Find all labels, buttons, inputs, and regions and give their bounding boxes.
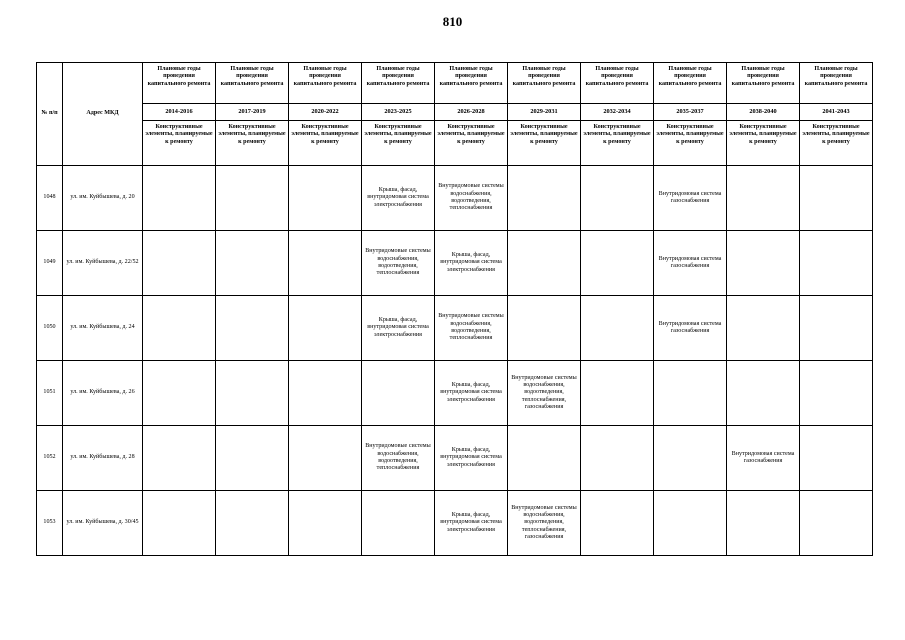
repair-elements-cell xyxy=(143,296,216,361)
elements-header: Конструктивные элементы, планируемые к ремонту xyxy=(289,121,362,166)
period-years: 2014-2016 xyxy=(143,104,216,121)
repair-elements-cell: Внутридомовая система газоснабжения xyxy=(654,231,727,296)
row-address: ул. им. Куйбышева, д. 30/45 xyxy=(63,491,143,556)
repair-elements-cell xyxy=(654,491,727,556)
header-row-periods xyxy=(37,63,873,104)
elements-header: Конструктивные элементы, планируемые к ремонту xyxy=(727,121,800,166)
period-years: 2038-2040 xyxy=(727,104,800,121)
row-address: ул. им. Куйбышева, д. 28 xyxy=(63,426,143,491)
elements-header: Конструктивные элементы, планируемые к ремонту xyxy=(654,121,727,166)
row-address: ул. им. Куйбышева, д. 26 xyxy=(63,361,143,426)
period-years: 2023-2025 xyxy=(362,104,435,121)
repair-elements-cell xyxy=(143,231,216,296)
repair-elements-cell xyxy=(289,231,362,296)
repair-elements-cell xyxy=(581,296,654,361)
column-header-number: № п/п xyxy=(37,63,63,166)
repair-elements-cell xyxy=(800,426,873,491)
table-row xyxy=(37,426,873,491)
period-years: 2017-2019 xyxy=(216,104,289,121)
repair-elements-cell xyxy=(289,296,362,361)
repair-elements-cell: Крыша, фасад, внутридомовая система электроснабжения xyxy=(435,361,508,426)
column-header-address: Адрес МКД xyxy=(63,63,143,166)
capital-repair-plan-table xyxy=(36,62,873,556)
repair-elements-cell xyxy=(800,166,873,231)
repair-elements-cell: Внутридомовая система газоснабжения xyxy=(654,296,727,361)
repair-elements-cell: Внутридомовая система газоснабжения xyxy=(654,166,727,231)
repair-elements-cell: Крыша, фасад, внутридомовая система электроснабжения xyxy=(362,166,435,231)
repair-elements-cell xyxy=(508,426,581,491)
repair-elements-cell: Внутридомовые системы водоснабжения, водоотведения, теплоснабжения, газоснабжения xyxy=(508,491,581,556)
repair-elements-cell xyxy=(216,166,289,231)
row-number: 1048 xyxy=(37,166,63,231)
period-header: Плановые годы проведения капитального ремонта xyxy=(362,63,435,104)
period-header: Плановые годы проведения капитального ремонта xyxy=(289,63,362,104)
row-number: 1052 xyxy=(37,426,63,491)
repair-elements-cell xyxy=(581,361,654,426)
period-years: 2041-2043 xyxy=(800,104,873,121)
row-number: 1050 xyxy=(37,296,63,361)
row-number: 1051 xyxy=(37,361,63,426)
repair-elements-cell: Крыша, фасад, внутридомовая система электроснабжения xyxy=(435,491,508,556)
elements-header: Конструктивные элементы, планируемые к ремонту xyxy=(216,121,289,166)
repair-elements-cell xyxy=(727,491,800,556)
row-number: 1049 xyxy=(37,231,63,296)
repair-elements-cell xyxy=(581,426,654,491)
table-row xyxy=(37,296,873,361)
table-row xyxy=(37,361,873,426)
repair-elements-cell xyxy=(143,426,216,491)
repair-elements-cell xyxy=(216,491,289,556)
repair-elements-cell xyxy=(508,231,581,296)
period-header: Плановые годы проведения капитального ремонта xyxy=(654,63,727,104)
row-address: ул. им. Куйбышева, д. 24 xyxy=(63,296,143,361)
page-number: 810 xyxy=(442,14,463,29)
repair-elements-cell xyxy=(727,166,800,231)
repair-elements-cell: Внутридомовые системы водоснабжения, водоотведения, теплоснабжения xyxy=(435,166,508,231)
header-row-elements xyxy=(37,121,873,166)
repair-elements-cell xyxy=(216,426,289,491)
repair-elements-cell: Внутридомовые системы водоснабжения, водоотведения, теплоснабжения xyxy=(362,231,435,296)
period-header: Плановые годы проведения капитального ремонта xyxy=(143,63,216,104)
repair-elements-cell xyxy=(727,231,800,296)
row-address: ул. им. Куйбышева, д. 22/52 xyxy=(63,231,143,296)
repair-elements-cell xyxy=(581,166,654,231)
repair-elements-cell xyxy=(289,426,362,491)
repair-elements-cell xyxy=(581,231,654,296)
table-row xyxy=(37,166,873,231)
repair-elements-cell: Крыша, фасад, внутридомовая система электроснабжения xyxy=(435,426,508,491)
period-years: 2032-2034 xyxy=(581,104,654,121)
repair-elements-cell xyxy=(727,296,800,361)
repair-elements-cell: Крыша, фасад, внутридомовая система электроснабжения xyxy=(362,296,435,361)
repair-elements-cell xyxy=(289,166,362,231)
repair-elements-cell: Крыша, фасад, внутридомовая система электроснабжения xyxy=(435,231,508,296)
repair-elements-cell xyxy=(216,296,289,361)
repair-elements-cell xyxy=(654,426,727,491)
table-row xyxy=(37,491,873,556)
repair-elements-cell xyxy=(581,491,654,556)
period-header: Плановые годы проведения капитального ремонта xyxy=(216,63,289,104)
repair-elements-cell xyxy=(508,166,581,231)
repair-elements-cell xyxy=(654,361,727,426)
repair-elements-cell: Внутридомовые системы водоснабжения, водоотведения, теплоснабжения xyxy=(435,296,508,361)
repair-elements-cell xyxy=(216,231,289,296)
elements-header: Конструктивные элементы, планируемые к ремонту xyxy=(435,121,508,166)
period-header: Плановые годы проведения капитального ремонта xyxy=(508,63,581,104)
repair-elements-cell xyxy=(289,361,362,426)
period-years: 2020-2022 xyxy=(289,104,362,121)
repair-elements-cell: Внутридомовые системы водоснабжения, водоотведения, теплоснабжения xyxy=(362,426,435,491)
period-header: Плановые годы проведения капитального ремонта xyxy=(435,63,508,104)
period-years: 2029-2031 xyxy=(508,104,581,121)
elements-header: Конструктивные элементы, планируемые к ремонту xyxy=(581,121,654,166)
repair-elements-cell xyxy=(362,491,435,556)
period-years: 2026-2028 xyxy=(435,104,508,121)
repair-elements-cell xyxy=(727,361,800,426)
period-header: Плановые годы проведения капитального ремонта xyxy=(800,63,873,104)
repair-elements-cell: Внутридомовые системы водоснабжения, водоотведения, теплоснабжения, газоснабжения xyxy=(508,361,581,426)
row-address: ул. им. Куйбышева, д. 20 xyxy=(63,166,143,231)
repair-elements-cell xyxy=(143,361,216,426)
header-row-years xyxy=(37,104,873,121)
repair-elements-cell xyxy=(800,231,873,296)
period-years: 2035-2037 xyxy=(654,104,727,121)
elements-header: Конструктивные элементы, планируемые к ремонту xyxy=(143,121,216,166)
repair-elements-cell: Внутридомовая система газоснабжения xyxy=(727,426,800,491)
repair-elements-cell xyxy=(143,491,216,556)
repair-elements-cell xyxy=(362,361,435,426)
period-header: Плановые годы проведения капитального ремонта xyxy=(581,63,654,104)
elements-header: Конструктивные элементы, планируемые к ремонту xyxy=(362,121,435,166)
repair-elements-cell xyxy=(800,296,873,361)
repair-elements-cell xyxy=(289,491,362,556)
period-header: Плановые годы проведения капитального ремонта xyxy=(727,63,800,104)
repair-elements-cell xyxy=(800,361,873,426)
elements-header: Конструктивные элементы, планируемые к ремонту xyxy=(800,121,873,166)
repair-elements-cell xyxy=(800,491,873,556)
row-number: 1053 xyxy=(37,491,63,556)
repair-elements-cell xyxy=(216,361,289,426)
elements-header: Конструктивные элементы, планируемые к ремонту xyxy=(508,121,581,166)
repair-elements-cell xyxy=(508,296,581,361)
table-row xyxy=(37,231,873,296)
repair-elements-cell xyxy=(143,166,216,231)
